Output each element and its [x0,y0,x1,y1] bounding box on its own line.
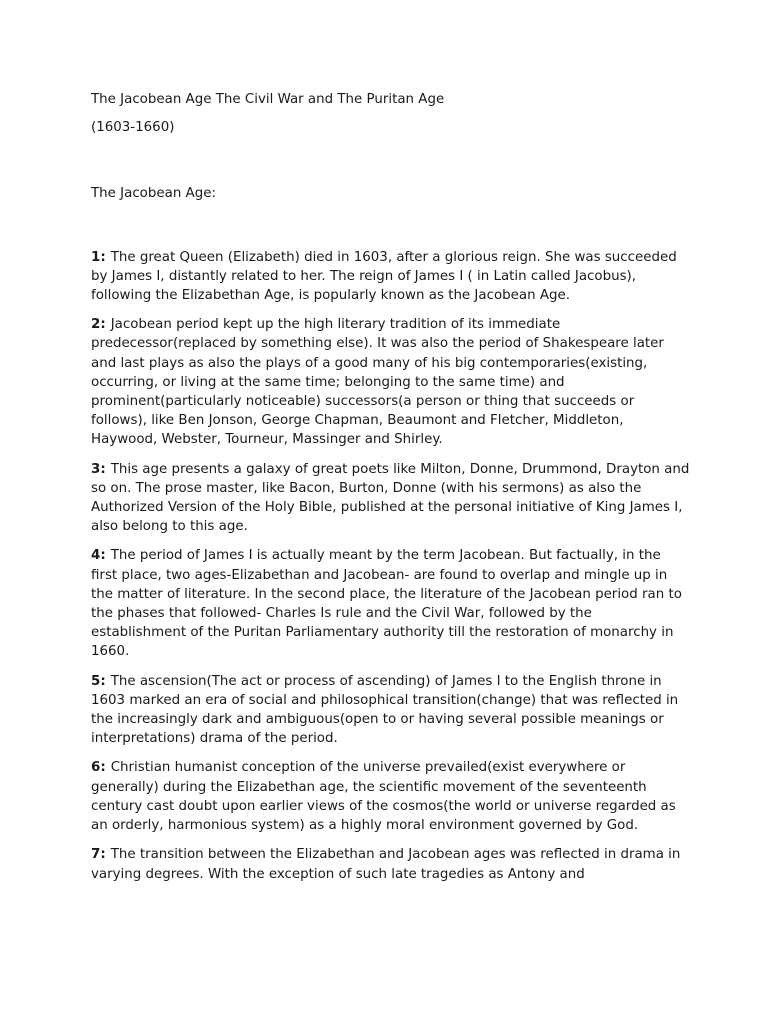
item-number: 1: [91,249,106,265]
list-item [91,845,691,883]
item-number: 6: [91,760,106,776]
item-number: 2: [91,317,106,333]
list-item [91,248,691,306]
numbered-list [91,248,691,884]
section-heading: The Jacobean Age: [91,186,216,202]
item-text: The transition between the Elizabethan and Jacobean ages was reflected in drama in varying degrees. With the exception of such late tragedies as Antony and [91,847,681,882]
list-item [91,315,691,449]
list-item [91,672,691,749]
list-item [91,758,691,835]
document-title: The Jacobean Age The Civil War and The Puritan Age [91,92,445,107]
date-range: (1603-1660) [91,120,175,136]
item-text: The ascension(The act or process of ascending) of James I to the English throne in 1603 marked an era of social and philosophical transition(change) that was reflected in the increasingly dark and ambiguous(open to or having several possible meanings or interpretations) drama of the period. [91,673,679,747]
item-number: 7: [91,847,106,863]
item-text: The period of James I is actually meant by the term Jacobean. But factually, in the first place, two ages-Elizabethan and Jacobean- are found to overlap and mingle up in the matter of literature. In the second place, the literature of the Jacobean period ran to the phases that followed- Charles Is rule and the Civil War, followed by the establishment of the Puritan Parliamentary authority till the restoration of monarchy in 1660. [91,548,682,660]
document-body [91,90,691,894]
item-text: Jacobean period kept up the high literary tradition of its immediate predecessor(replaced by something else). It was also the period of Shakespeare later and last plays as also the plays of a good many of his big contemporaries(existing, occurring, or living at the same time; belonging to the same time) and prominent(particularly noticeable) successors(a person or thing that succeeds or follows), like Ben Jonson, George Chapman, Beaumont and Fletcher, Middleton, Haywood, Webster, Tourneur, Massinger and Shirley. [91,317,664,448]
list-item [91,546,691,661]
item-text: The great Queen (Elizabeth) died in 1603, after a glorious reign. She was succeeded by James I, distantly related to her. The reign of James I ( in Latin called Jacobus), following the Elizabethan Age, is popularly known as the Jacobean Age. [91,249,677,304]
item-number: 4: [91,548,106,564]
list-item [91,460,691,537]
item-number: 3: [91,461,106,477]
item-text: Christian humanist conception of the universe prevailed(exist everywhere or generally) during the Elizabethan age, the scientific movement of the seventeenth century cast doubt upon earlier views of the cosmos(the world or universe regarded as an orderly, harmonious system) as a highly moral environment governed by God. [91,760,676,834]
item-number: 5: [91,673,106,689]
item-text: This age presents a galaxy of great poets like Milton, Donne, Drummond, Drayton and so on. The prose master, like Bacon, Burton, Donne (with his sermons) as also the Authorized Version of the Holy Bible, published at the personal initiative of King James I, also belong to this age. [91,461,690,535]
